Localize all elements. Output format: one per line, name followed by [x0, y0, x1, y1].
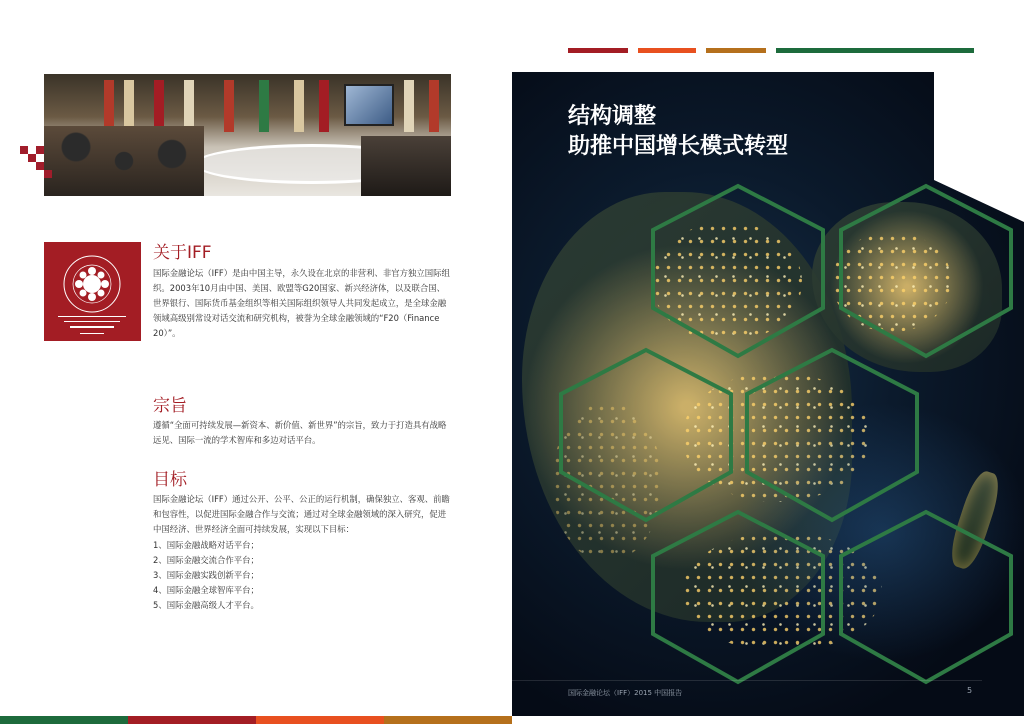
right-page-title — [568, 102, 788, 162]
title-line-2: 助推中国增长模式转型 — [568, 134, 789, 159]
hexagon-shape — [841, 186, 1011, 356]
page-number: 5 — [967, 686, 973, 695]
about-title: 关于IFF — [153, 243, 212, 263]
hexagon-shape — [653, 512, 823, 682]
goal-item: 5、国际金融高级人才平台。 — [153, 600, 259, 610]
conference-photo — [44, 74, 451, 196]
purpose-title: 宗旨 — [153, 396, 187, 416]
iff-logo — [44, 242, 141, 341]
about-text: 国际金融论坛（IFF）是由中国主导，永久设在北京的非营利、非官方独立国际组织。2003年10月由中国、美国、欧盟等G20国家、新兴经济体，以及联合国、世界银行、国际货币基金组织等相关国际组织领导人共同发起成立，是全球金融领域高级别常设对话交流和研究机构，被誉为全球金融领域的“F20（Finance 20）”。 — [153, 268, 450, 338]
hexagon-shape — [653, 186, 823, 356]
top-bar-green — [776, 48, 974, 53]
bottom-bar-red — [128, 716, 256, 724]
goals-list — [153, 538, 259, 613]
bottom-bar-brown — [384, 716, 512, 724]
hexagon-shape — [561, 350, 731, 520]
hexagon-shape — [747, 350, 917, 520]
bottom-bar-green — [0, 716, 128, 724]
title-line-1: 结构调整 — [568, 104, 657, 129]
footer-text: 国际金融论坛（IFF）2015 中国报告 — [568, 689, 683, 697]
goals-text: 国际金融论坛（IFF）通过公开、公平、公正的运行机制，确保独立、客观、前瞻和包容性，以促进国际金融合作与交流；通过对全球金融领域的深入研究，促进中国经济、世界经济全面可持续发展，实现以下目标： — [153, 494, 450, 534]
stage-screen — [344, 84, 394, 126]
top-bar-red — [568, 48, 628, 53]
purpose-text: 遵循“全面可持续发展—新资本、新价值、新世界”的宗旨，致力于打造具有战略远见、国际一流的学术智库和多边对话平台。 — [153, 420, 447, 445]
goal-item: 2、国际金融交流合作平台； — [153, 555, 259, 565]
goal-item: 3、国际金融实践创新平台； — [153, 570, 259, 580]
goal-item: 4、国际金融全球智库平台； — [153, 585, 259, 595]
hexagon-overlay — [512, 72, 1024, 716]
bottom-bar-orange — [256, 716, 384, 724]
goal-item: 1、国际金融战略对话平台； — [153, 540, 259, 550]
goals-title: 目标 — [153, 470, 187, 490]
hexagon-shape — [841, 512, 1011, 682]
footer-divider — [512, 680, 982, 681]
top-bar-brown — [706, 48, 766, 53]
audience-right — [361, 136, 451, 196]
audience — [44, 126, 204, 196]
top-bar-orange — [638, 48, 696, 53]
